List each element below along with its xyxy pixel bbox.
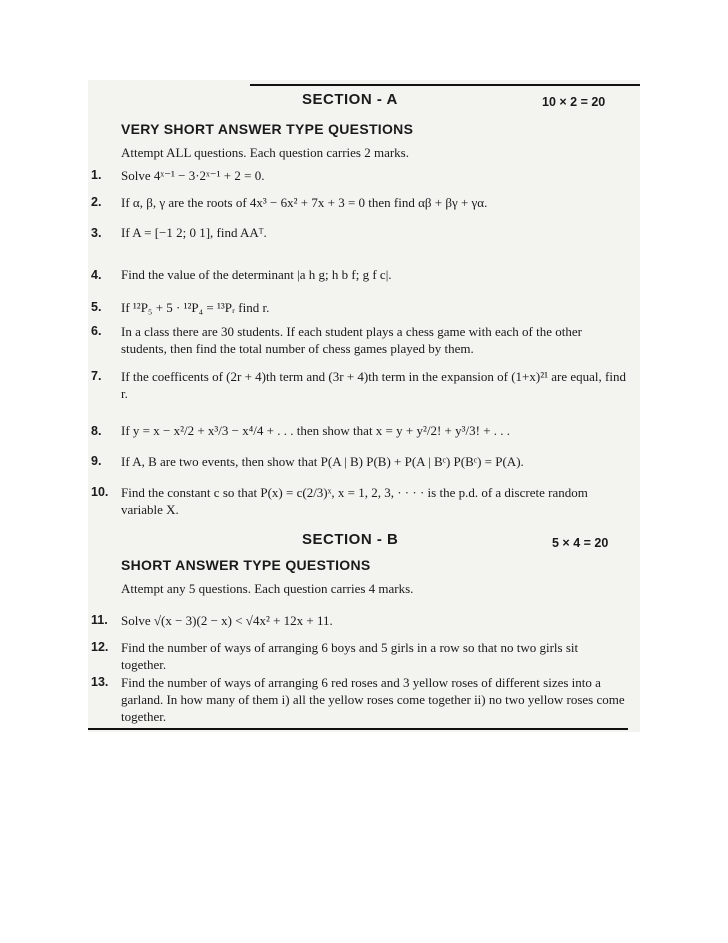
section-b-title: SECTION - B [302,531,399,548]
question-number: 5. [91,300,102,314]
question-number: 7. [91,369,102,383]
question-text: If A, B are two events, then show that P(A | B) P(B) + P(A | Bᶜ) P(Bᶜ) = P(A). [121,454,524,469]
section-b-instruction: Attempt any 5 questions. Each question carries 4 marks. [121,581,414,596]
section-b-marks: 5 × 4 = 20 [552,536,609,550]
section-a-marks: 10 × 2 = 20 [542,95,606,109]
question-text: In a class there are 30 students. If each student plays a chess game with each of the other students, then find the total number of chess games played by them. [121,324,582,356]
question-text: Find the number of ways of arranging 6 red roses and 3 yellow roses of different sizes into a garland. In how many of them i) all the yellow roses come together ii) no two yellow roses come together. [121,675,625,724]
question-number: 11. [91,613,108,627]
question-number: 3. [91,226,102,240]
question-number: 4. [91,268,102,282]
question-text: Find the number of ways of arranging 6 boys and 5 girls in a row so that no two girls sit together. [121,640,579,672]
question-text: Find the constant c so that P(x) = c(2/3)ˣ, x = 1, 2, 3, · · · · is the p.d. of a discrete random variable X. [121,485,588,517]
question-number: 6. [91,324,102,338]
section-a-title: SECTION - A [302,91,398,108]
question-number: 12. [91,640,109,654]
question-text: If the coefficents of (2r + 4)th term and (3r + 4)th term in the expansion of (1+x)²¹ are equal, find r. [121,369,626,401]
top-rule [250,84,640,86]
question-text: Find the value of the determinant |a h g; h b f; g f c|. [121,267,392,282]
question-text: If ¹²P₅ + 5 · ¹²P₄ = ¹³Pᵣ find r. [121,300,270,315]
question-number: 8. [91,424,102,438]
question-text: Solve 4ˣ⁻¹ − 3·2ˣ⁻¹ + 2 = 0. [121,168,265,183]
question-text: If A = [−1 2; 0 1], find AAᵀ. [121,225,267,240]
section-a-instruction: Attempt ALL questions. Each question carries 2 marks. [121,145,409,160]
question-text: Solve √(x − 3)(2 − x) < √4x² + 12x + 11. [121,613,333,628]
question-number: 1. [91,168,102,182]
section-b-subtitle: SHORT ANSWER TYPE QUESTIONS [121,557,371,573]
section-a-subtitle: VERY SHORT ANSWER TYPE QUESTIONS [121,121,414,137]
question-number: 13. [91,675,109,689]
question-number: 9. [91,454,102,468]
question-number: 2. [91,195,102,209]
question-text: If α, β, γ are the roots of 4x³ − 6x² + 7x + 3 = 0 then find αβ + βγ + γα. [121,195,488,210]
question-text: If y = x − x²/2 + x³/3 − x⁴/4 + . . . then show that x = y + y²/2! + y³/3! + . . . [121,423,511,438]
bottom-rule [88,728,628,730]
question-number: 10. [91,485,109,499]
